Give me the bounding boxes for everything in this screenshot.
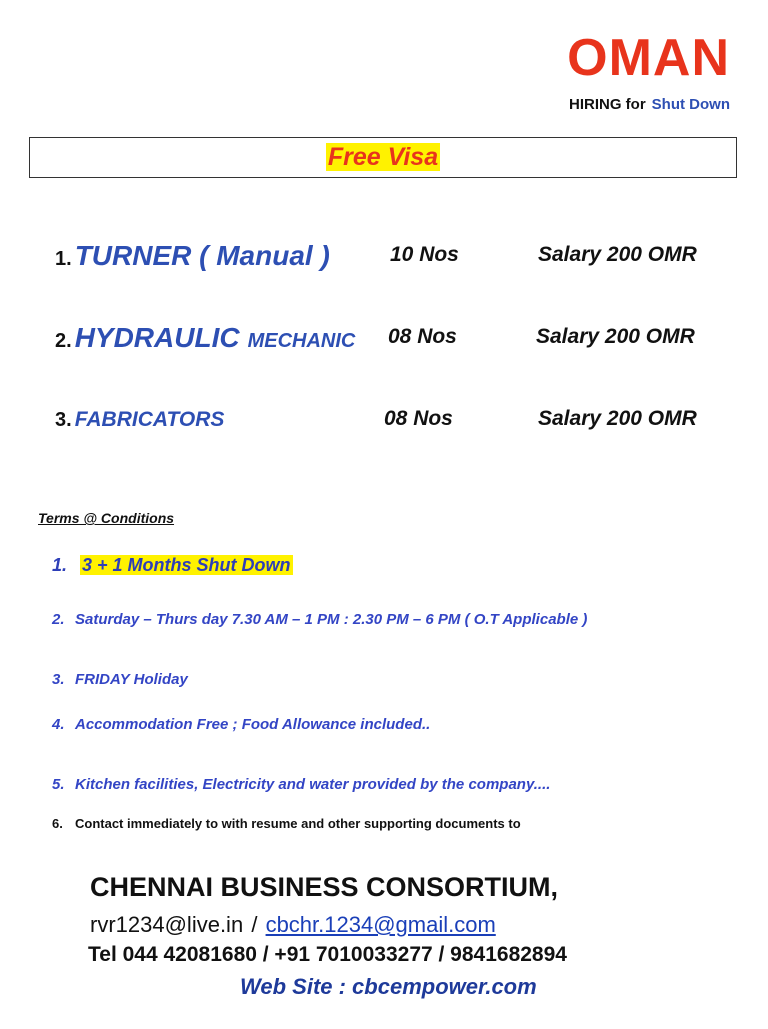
country-title: OMAN [567, 29, 730, 87]
term-item-1 [52, 555, 293, 576]
job-title: TURNER ( Manual ) [74, 240, 330, 271]
term-item-2 [52, 611, 587, 628]
website-line: Web Site : cbcempower.com [240, 974, 537, 999]
term-text: Accommodation Free ; Food Allowance included.. [75, 716, 431, 733]
visa-banner [30, 143, 736, 172]
terms-heading: Terms @ Conditions [38, 510, 175, 526]
email-primary: rvr1234@live.in [90, 912, 244, 937]
term-number: 4. [52, 716, 65, 733]
term-number: 6. [52, 816, 63, 831]
hiring-line [569, 96, 730, 113]
email-separator: / [251, 912, 258, 937]
email-line [90, 912, 496, 938]
telephone-line: Tel 044 42081680 / +91 7010033277 / 9841682894 [88, 943, 567, 966]
job-number: 3. [55, 409, 72, 431]
job-title-suffix: MECHANIC [247, 330, 356, 352]
term-item-4 [52, 716, 430, 733]
hiring-highlight: Shut Down [651, 96, 730, 113]
job-quantity: 10 Nos [390, 243, 459, 266]
term-text: Kitchen facilities, Electricity and water provided by the company.... [75, 776, 551, 793]
company-name: CHENNAI BUSINESS CONSORTIUM, [90, 872, 559, 902]
email-link[interactable]: cbchr.1234@gmail.com [265, 912, 496, 937]
term-text: 3 + 1 Months Shut Down [82, 555, 291, 575]
term-item-6 [52, 816, 521, 831]
job-row-1 [55, 240, 330, 272]
term-number: 3. [52, 671, 65, 688]
job-salary: Salary 200 OMR [536, 325, 695, 348]
term-item-3 [52, 671, 188, 688]
job-row-2 [55, 322, 355, 354]
job-quantity: 08 Nos [388, 325, 457, 348]
job-title: HYDRAULIC [74, 322, 240, 353]
term-number: 5. [52, 776, 65, 793]
term-number: 2. [52, 611, 65, 628]
term-item-5 [52, 776, 550, 793]
job-row-3 [55, 408, 224, 432]
job-title: FABRICATORS [74, 408, 225, 431]
term-text: FRIDAY Holiday [75, 671, 188, 688]
job-number: 2. [55, 330, 72, 352]
term-number: 1. [52, 555, 68, 575]
term-text: Contact immediately to with resume and other supporting documents to [75, 816, 521, 831]
visa-banner-text: Free Visa [327, 143, 439, 171]
job-salary: Salary 200 OMR [538, 407, 697, 430]
job-quantity: 08 Nos [384, 407, 453, 430]
visa-banner-box [29, 137, 737, 178]
term-text: Saturday – Thurs day 7.30 AM – 1 PM : 2.30 PM – 6 PM ( O.T Applicable ) [75, 611, 588, 628]
hiring-prefix: HIRING for [569, 96, 646, 113]
job-salary: Salary 200 OMR [538, 243, 697, 266]
job-number: 1. [55, 248, 72, 270]
